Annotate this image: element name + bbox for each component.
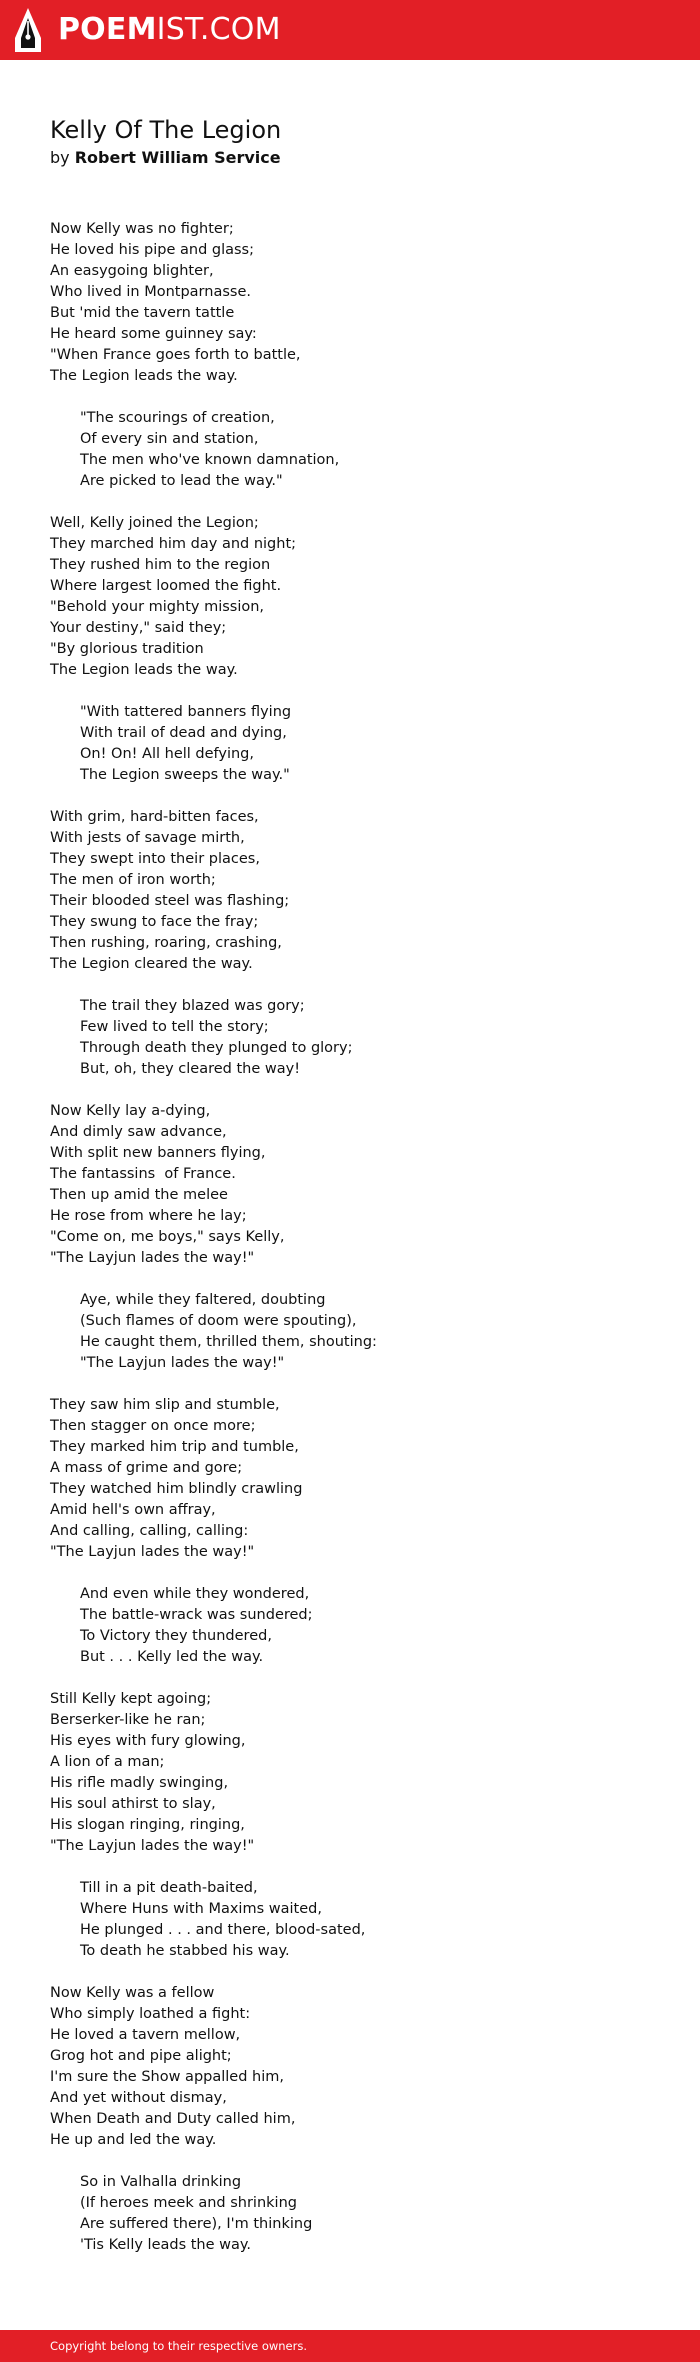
poem-line: They watched him blindly crawling — [50, 1481, 303, 1497]
poem-line: And yet without dismay, — [50, 2090, 227, 2106]
poem-stanza-refrain — [50, 1584, 670, 1668]
poem-stanza-refrain — [50, 1878, 670, 1962]
poem-line: The men who've known damnation, — [80, 452, 340, 468]
poem-line: A mass of grime and gore; — [50, 1460, 243, 1476]
poem-line: His slogan ringing, ringing, — [50, 1817, 245, 1833]
poem-line: "The Layjun lades the way!" — [50, 1544, 255, 1560]
poem-line: The Legion leads the way. — [50, 368, 238, 384]
poem-line: "When France goes forth to battle, — [50, 347, 301, 363]
poem-line: Now Kelly was no fighter; — [50, 221, 234, 237]
poem-line: Then up amid the melee — [50, 1187, 228, 1203]
site-logo-text — [58, 8, 281, 52]
poem-line: Amid hell's own affray, — [50, 1502, 216, 1518]
poem-line: "By glorious tradition — [50, 641, 204, 657]
poem-line: "Behold your mighty mission, — [50, 599, 265, 615]
poem-line: The men of iron worth; — [50, 872, 216, 888]
poem-line: So in Valhalla drinking — [80, 2174, 242, 2190]
poem-line: "The scourings of creation, — [80, 410, 275, 426]
site-footer — [0, 2330, 700, 2362]
poem-line: Your destiny," said they; — [50, 620, 227, 636]
poem-line: Where Huns with Maxims waited, — [80, 1901, 322, 1917]
site-logo-link[interactable] — [15, 8, 281, 52]
poem-line: Then rushing, roaring, crashing, — [50, 935, 282, 951]
poem-body — [50, 219, 670, 2277]
poem-stanza-refrain — [50, 702, 670, 786]
poem-line: Few lived to tell the story; — [80, 1019, 269, 1035]
poem-line: With split new banners flying, — [50, 1145, 266, 1161]
poem-stanza — [50, 1689, 670, 1857]
pen-nib-icon — [15, 8, 41, 52]
poem-line: (Such flames of doom were spouting), — [80, 1313, 357, 1329]
poem-line: He loved a tavern mellow, — [50, 2027, 241, 2043]
poem-line: Through death they plunged to glory; — [80, 1040, 353, 1056]
byline-prefix: by — [50, 148, 70, 167]
poem-line: Well, Kelly joined the Legion; — [50, 515, 259, 531]
poem-line: To death he stabbed his way. — [80, 1943, 290, 1959]
poem-line: (If heroes meek and shrinking — [80, 2195, 297, 2211]
poem-line: Their blooded steel was flashing; — [50, 893, 290, 909]
poem-line: They saw him slip and stumble, — [50, 1397, 280, 1413]
poem-line: "The Layjun lades the way!" — [50, 1838, 255, 1854]
poem-line: The trail they blazed was gory; — [80, 998, 305, 1014]
poem-line: Aye, while they faltered, doubting — [80, 1292, 326, 1308]
poem-line: Now Kelly lay a-dying, — [50, 1103, 211, 1119]
poem-line: And even while they wondered, — [80, 1586, 310, 1602]
poem-line: A lion of a man; — [50, 1754, 165, 1770]
poem-line: With jests of savage mirth, — [50, 830, 245, 846]
poem-line: Of every sin and station, — [80, 431, 259, 447]
poem-stanza-refrain — [50, 1290, 670, 1374]
poem-line: They marked him trip and tumble, — [50, 1439, 299, 1455]
poem-line: He loved his pipe and glass; — [50, 242, 254, 258]
poem-line: Where largest loomed the fight. — [50, 578, 282, 594]
poem-title: Kelly Of The Legion — [50, 116, 282, 144]
poem-line: On! On! All hell defying, — [80, 746, 254, 762]
poem-line: He caught them, thrilled them, shouting: — [80, 1334, 377, 1350]
poem-line: With grim, hard-bitten faces, — [50, 809, 259, 825]
poem-stanza — [50, 1101, 670, 1269]
poem-line: Till in a pit death-baited, — [80, 1880, 258, 1896]
logo-text-light: IST.COM — [156, 12, 281, 47]
poem-line: He plunged . . . and there, blood-sated, — [80, 1922, 366, 1938]
site-header — [0, 0, 700, 60]
poem-line: I'm sure the Show appalled him, — [50, 2069, 284, 2085]
poem-line: The Legion cleared the way. — [50, 956, 253, 972]
poem-stanza — [50, 807, 670, 975]
poem-line: But . . . Kelly led the way. — [80, 1649, 264, 1665]
poem-line: They swept into their places, — [50, 851, 260, 867]
logo-text-bold: POEM — [58, 12, 157, 47]
poem-stanza-refrain — [50, 408, 670, 492]
poem-line: An easygoing blighter, — [50, 263, 214, 279]
poem-line: The fantassins of France. — [50, 1166, 236, 1182]
poem-line: When Death and Duty called him, — [50, 2111, 296, 2127]
poem-stanza — [50, 219, 670, 387]
poem-line: He heard some guinney say: — [50, 326, 257, 342]
copyright-notice: Copyright belong to their respective owners. — [50, 2339, 308, 2353]
poem-line: Berserker-like he ran; — [50, 1712, 206, 1728]
poem-line: 'Tis Kelly leads the way. — [80, 2237, 252, 2253]
poem-stanza — [50, 513, 670, 681]
poem-line: And calling, calling, calling: — [50, 1523, 249, 1539]
poem-line: They swung to face the fray; — [50, 914, 259, 930]
poem-line: But 'mid the tavern tattle — [50, 305, 235, 321]
poem-line: Grog hot and pipe alight; — [50, 2048, 232, 2064]
poem-line: "With tattered banners flying — [80, 704, 292, 720]
poem-line: And dimly saw advance, — [50, 1124, 227, 1140]
poem-line: The Legion leads the way. — [50, 662, 238, 678]
poem-line: His eyes with fury glowing, — [50, 1733, 246, 1749]
poem-line: Then stagger on once more; — [50, 1418, 256, 1434]
poem-line: They marched him day and night; — [50, 536, 297, 552]
poem-line: "Come on, me boys," says Kelly, — [50, 1229, 285, 1245]
author-name: Robert William Service — [74, 148, 281, 167]
poem-line: With trail of dead and dying, — [80, 725, 287, 741]
poem-line: To Victory they thundered, — [80, 1628, 272, 1644]
poem-line: Are suffered there), I'm thinking — [80, 2216, 313, 2232]
poem-line: Who lived in Montparnasse. — [50, 284, 251, 300]
poem-line: Still Kelly kept agoing; — [50, 1691, 212, 1707]
poem-line: "The Layjun lades the way!" — [80, 1355, 285, 1371]
poem-line: But, oh, they cleared the way! — [80, 1061, 301, 1077]
poem-line: The Legion sweeps the way." — [80, 767, 290, 783]
poem-line: They rushed him to the region — [50, 557, 271, 573]
poem-line: Now Kelly was a fellow — [50, 1985, 215, 2001]
poem-stanza — [50, 1983, 670, 2151]
poem-line: Are picked to lead the way." — [80, 473, 283, 489]
poem-line: "The Layjun lades the way!" — [50, 1250, 255, 1266]
poem-stanza — [50, 1395, 670, 1563]
poem-line: His soul athirst to slay, — [50, 1796, 216, 1812]
poem-line: Who simply loathed a fight: — [50, 2006, 251, 2022]
poem-line: His rifle madly swinging, — [50, 1775, 229, 1791]
poem-stanza-refrain — [50, 2172, 670, 2256]
poem-line: He rose from where he lay; — [50, 1208, 247, 1224]
poem-line: He up and led the way. — [50, 2132, 217, 2148]
poem-line: The battle-wrack was sundered; — [80, 1607, 313, 1623]
poem-stanza-refrain — [50, 996, 670, 1080]
poem-byline — [50, 147, 281, 169]
